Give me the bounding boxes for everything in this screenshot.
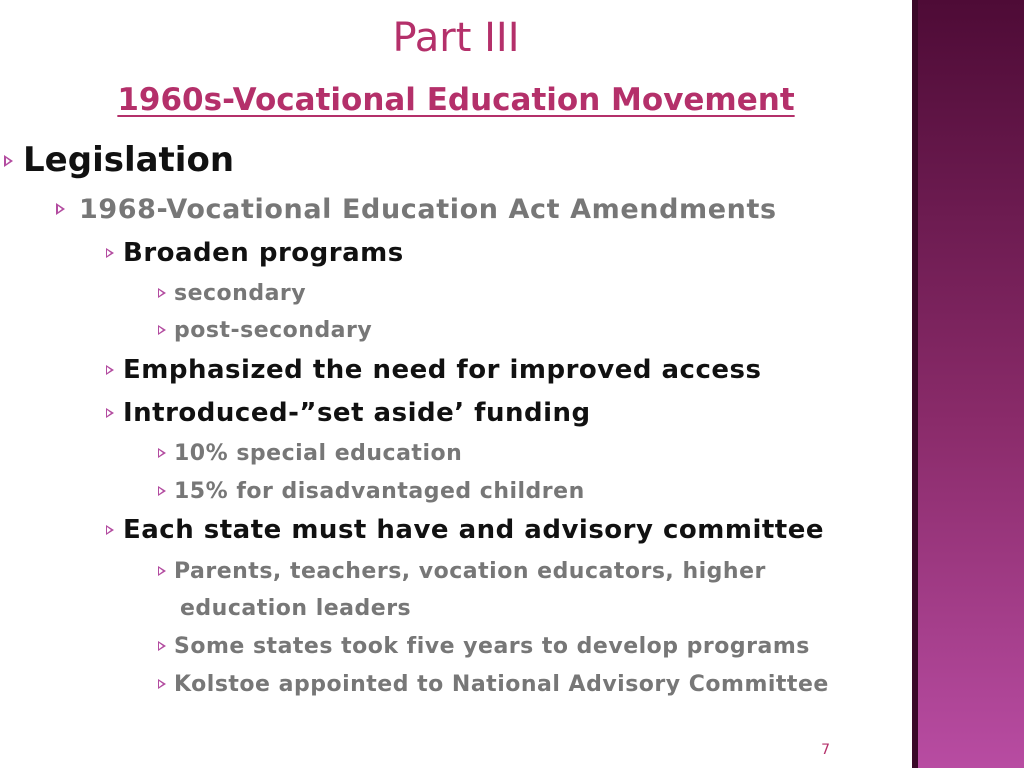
bullet-kolstoe [158, 672, 829, 697]
arrow-bullet-icon [158, 641, 166, 651]
bullet-act-amendments [56, 194, 777, 225]
bullet-text: Kolstoe appointed to National Advisory Committee [174, 672, 829, 697]
arrow-bullet-icon [158, 679, 166, 689]
bullet-legislation [4, 140, 234, 180]
bullet-text: Introduced-”set aside’ funding [123, 398, 591, 428]
arrow-bullet-icon [4, 155, 13, 167]
slide-subtitle-text: 1960s-Vocational Education Movement [117, 82, 795, 118]
bullet-text: education leaders [180, 596, 412, 621]
decorative-side-panel [912, 0, 1024, 768]
arrow-bullet-icon [158, 566, 166, 576]
bullet-committee-members [158, 559, 766, 584]
arrow-bullet-icon [106, 248, 114, 258]
bullet-set-aside-funding [106, 398, 591, 428]
bullet-special-education [158, 441, 462, 466]
bullet-committee-members-continued [180, 596, 411, 621]
arrow-bullet-icon [158, 288, 166, 298]
bullet-five-years [158, 634, 810, 659]
arrow-bullet-icon [158, 448, 166, 458]
bullet-secondary [158, 281, 306, 306]
arrow-bullet-icon [106, 525, 114, 535]
slide-title: Part III [392, 15, 520, 61]
arrow-bullet-icon [106, 408, 114, 418]
bullet-text: 15% for disadvantaged children [174, 479, 585, 504]
bullet-text: Some states took five years to develop programs [174, 634, 810, 659]
bullet-text: Legislation [23, 140, 235, 180]
arrow-bullet-icon [158, 486, 166, 496]
bullet-post-secondary [158, 318, 372, 343]
bullet-text: Parents, teachers, vocation educators, higher [174, 559, 766, 584]
bullet-text: post-secondary [174, 318, 373, 343]
bullet-disadvantaged-children [158, 479, 585, 504]
bullet-text: Emphasized the need for improved access [123, 355, 762, 385]
bullet-text: Broaden programs [123, 238, 404, 268]
page-number: 7 [821, 742, 830, 758]
bullet-advisory-committee [106, 515, 824, 545]
bullet-text: 10% special education [174, 441, 463, 466]
bullet-improved-access [106, 355, 761, 385]
bullet-text: 1968-Vocational Education Act Amendments [79, 194, 777, 225]
arrow-bullet-icon [106, 365, 114, 375]
bullet-text: secondary [174, 281, 307, 306]
bullet-text: Each state must have and advisory committee [123, 515, 824, 545]
arrow-bullet-icon [56, 203, 65, 215]
bullet-broaden-programs [106, 238, 404, 268]
arrow-bullet-icon [158, 325, 166, 335]
